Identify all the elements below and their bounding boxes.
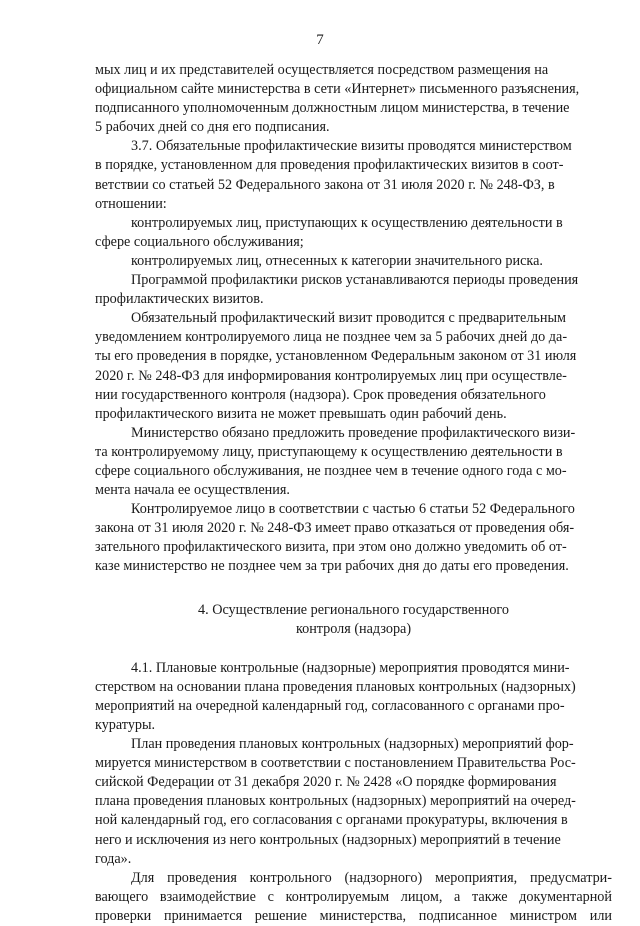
- text-line: сфере социального обслуживания, не позднее чем в течение одного года с мо-: [95, 462, 567, 479]
- text-line: 3.7. Обязательные профилактические визиты проводятся министерством: [131, 138, 572, 155]
- paragraph: [95, 735, 612, 869]
- text-line: сийской Федерации от 31 декабря 2020 г. № 2428 «О порядке формирования: [95, 774, 557, 791]
- text-line: вающего взаимодействие с контролируемым лицом, а также документарной: [95, 888, 612, 905]
- paragraph: [95, 61, 612, 137]
- text-line: контролируемых лиц, отнесенных к категории значительного риска.: [131, 252, 543, 269]
- text-line: Программой профилактики рисков устанавливаются периоды проведения: [131, 272, 579, 289]
- section-heading-line: контроля (надзора): [295, 620, 412, 637]
- paragraph: [95, 424, 612, 500]
- document-body: [95, 61, 612, 926]
- paragraph: [95, 659, 612, 735]
- text-line: подписанного уполномоченным должностным лицом министерства, в течение: [95, 100, 570, 117]
- section-heading-line: 4. Осуществление регионального государственного: [198, 601, 509, 618]
- text-line: года».: [95, 850, 132, 867]
- text-line: мых лиц и их представителей осуществляется посредством размещения на: [95, 62, 549, 78]
- text-line: 5 рабочих дней со дня его подписания.: [95, 119, 330, 136]
- text-line: сфере социального обслуживания;: [95, 233, 304, 250]
- text-line: мероприятий на очередной календарный год, согласованного с органами про-: [95, 697, 565, 714]
- text-line: ветствии со статьей 52 Федерального закона от 31 июля 2020 г. № 248-ФЗ, в: [95, 176, 555, 193]
- text-line: Контролируемое лицо в соответствии с частью 6 статьи 52 Федерального: [131, 501, 575, 518]
- text-line: зательного профилактического визита, при этом оно должно уведомить об от-: [95, 539, 567, 556]
- text-line: нии государственного контроля (надзора). Срок проведения обязательного: [95, 386, 546, 403]
- text-line: ты его проведения в порядке, установленном Федеральным законом от 31 июля: [95, 348, 577, 365]
- text-line: Министерство обязано предложить проведение профилактического визи-: [131, 424, 576, 441]
- text-line: отношении:: [95, 195, 167, 212]
- text-line: уведомлением контролируемого лица не позднее чем за 5 рабочих дней до да-: [95, 329, 568, 346]
- text-line: стерством на основании плана проведения плановых контрольных (надзорных): [95, 678, 576, 695]
- text-line: та контролируемому лицу, приступающему к осуществлению деятельности в: [95, 443, 563, 460]
- text-line: казе министерство не позднее чем за три рабочих дня до даты его проведения.: [95, 558, 569, 575]
- text-line: мируется министерством в соответствии с постановлением Правительства Рос-: [95, 755, 576, 772]
- text-line: закона от 31 июля 2020 г. № 248-ФЗ имеет право отказаться от проведения обя-: [95, 520, 575, 537]
- text-line: официальном сайте министерства в сети «Интернет» письменного разъяснения,: [95, 81, 580, 98]
- paragraph: [95, 137, 612, 213]
- paragraph: [95, 271, 612, 309]
- text-line: 4.1. Плановые контрольные (надзорные) мероприятия проводятся мини-: [131, 659, 570, 676]
- text-line: куратуры.: [95, 717, 156, 733]
- section-heading: [95, 601, 612, 639]
- paragraph: [95, 309, 612, 424]
- text-line: профилактического визита не может превышать один рабочий день.: [95, 405, 507, 422]
- paragraph: [95, 500, 612, 576]
- text-line: контролируемых лиц, приступающих к осуществлению деятельности в: [131, 214, 563, 231]
- text-line: него и исключения из него контрольных (надзорных) мероприятий в течение: [95, 831, 561, 848]
- text-line: мента начала ее осуществления.: [95, 482, 290, 499]
- text-line: проверки принимается решение министерства, подписанное министром или: [95, 907, 612, 924]
- text-line: в порядке, установленном для проведения профилактических визитов в соот-: [95, 157, 564, 174]
- paragraph: [95, 252, 612, 271]
- text-line: 2020 г. № 248-ФЗ для информирования контролируемых лиц при осуществле-: [95, 367, 567, 384]
- text-line: ной календарный год, его согласования с органами прокуратуры, включения в: [95, 812, 568, 829]
- text-line: профилактических визитов.: [95, 291, 264, 308]
- paragraph: [95, 869, 612, 926]
- text-line: Для проведения контрольного (надзорного) мероприятия, предусматри-: [131, 869, 612, 886]
- page-number: 7: [316, 32, 324, 48]
- text-line: плана проведения плановых контрольных (надзорных) мероприятий на очеред-: [95, 793, 576, 810]
- text-line: План проведения плановых контрольных (надзорных) мероприятий фор-: [131, 736, 574, 753]
- text-line: Обязательный профилактический визит проводится с предварительным: [131, 310, 566, 327]
- paragraph: [95, 214, 612, 252]
